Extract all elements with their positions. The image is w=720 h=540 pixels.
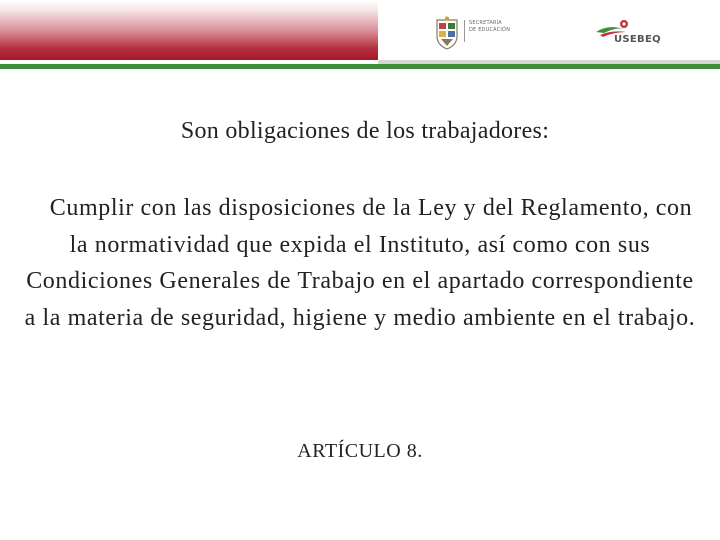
article-reference: ARTÍCULO 8.: [297, 440, 423, 462]
secretaria-text: SECRETARÍA DE EDUCACIÓN: [469, 20, 511, 33]
secretaria-educacion-logo: [434, 14, 524, 54]
queretaro-seal-icon: [434, 16, 460, 52]
logo-divider: [464, 20, 465, 42]
usebeq-brand-text: USEBEQ: [614, 34, 661, 45]
usebeq-logo: [594, 18, 668, 48]
slide-heading: Son obligaciones de los trabajadores:: [180, 118, 550, 144]
header-green-rule: [0, 64, 720, 69]
obligation-paragraph: Cumplir con las disposiciones de la Ley y del Reglamento, con la normatividad que expida el Instituto, así como con sus Condiciones Generales de Trabajo en el apartado correspondiente a la materia de seguridad, higiene y medio ambiente en el trabajo.: [24, 195, 696, 331]
header-bar: [0, 0, 720, 64]
header-red-band: [0, 0, 378, 60]
